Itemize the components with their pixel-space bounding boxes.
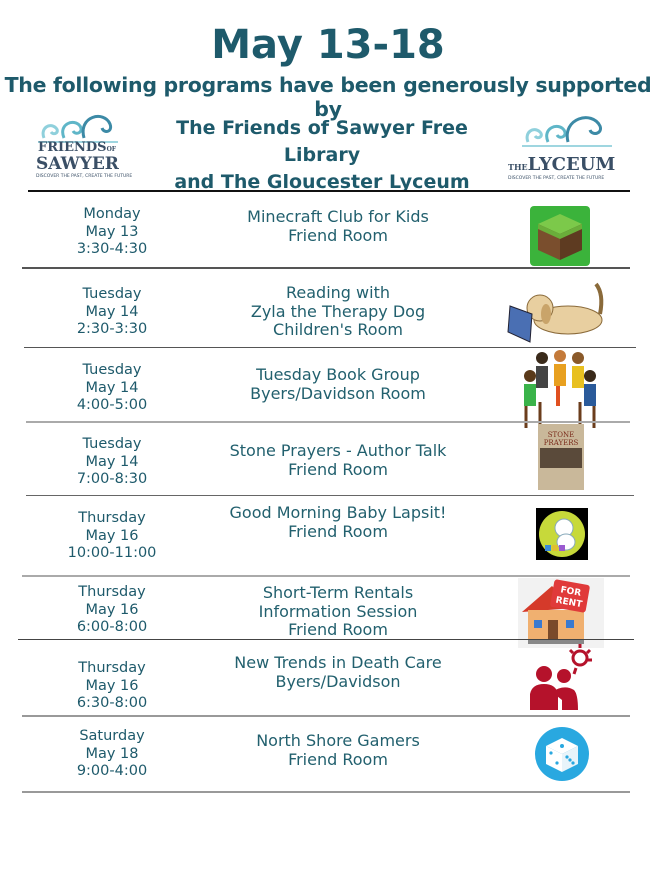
- event-datetime: [52, 584, 172, 637]
- event-line: Friend Room: [288, 620, 388, 639]
- event-details: [190, 732, 486, 769]
- event-title: North Shore Gamers: [256, 731, 420, 750]
- lyceum-logo-tagline: DISCOVER THE PAST, CREATE THE FUTURE: [508, 176, 605, 181]
- event-day: Saturday: [79, 728, 145, 744]
- baby-icon: [536, 508, 588, 564]
- event-time: 7:00-8:30: [76, 471, 148, 487]
- event-details: [190, 208, 486, 245]
- event-line: Byers/Davidson: [275, 671, 401, 691]
- friends-logo-tagline: DISCOVER THE PAST, CREATE THE FUTURE: [36, 174, 133, 179]
- event-date: May 16: [85, 677, 139, 694]
- event-date: May 14: [85, 379, 139, 396]
- event-datetime: [52, 660, 172, 713]
- event-time: 2:30-3:30: [76, 321, 148, 337]
- event-title: Stone Prayers - Author Talk: [229, 441, 447, 460]
- dice-icon: [534, 726, 590, 786]
- event-day: Tuesday: [82, 286, 142, 302]
- event-details: [190, 654, 486, 691]
- svg-text:FOR: FOR: [559, 585, 582, 599]
- event-line: Friend Room: [288, 749, 388, 769]
- event-line: Friend Room: [288, 459, 388, 479]
- event-title: New Trends in Death Care: [234, 653, 442, 672]
- event-line: Byers/Davidson Room: [250, 383, 426, 403]
- event-day: Monday: [83, 206, 141, 222]
- event-details: [190, 504, 486, 541]
- event-line: Friend Room: [288, 225, 388, 245]
- event-row: [0, 268, 656, 348]
- event-row: [0, 640, 656, 716]
- sponsor-line-2: and The Gloucester Lyceum: [174, 171, 470, 193]
- event-date: May 14: [85, 303, 139, 320]
- event-time: 3:30-4:30: [76, 241, 148, 257]
- event-datetime: [52, 436, 172, 489]
- subtitle: The following programs have been generously supported by: [4, 73, 652, 121]
- lyceum-logo: [506, 104, 626, 184]
- event-time: 6:30-8:00: [76, 695, 148, 711]
- wave-icon: [522, 104, 622, 150]
- event-title: Short-Term Rentals: [262, 583, 414, 602]
- friends-logo-of: OF: [106, 146, 117, 153]
- lyceum-logo-name: LYCEUM: [527, 154, 616, 175]
- event-row: [0, 496, 656, 576]
- event-time: 4:00-5:00: [76, 397, 148, 413]
- event-day: Thursday: [78, 660, 146, 676]
- event-title: Reading with: [286, 283, 390, 302]
- event-title: Tuesday Book Group: [256, 365, 420, 384]
- event-datetime: [52, 510, 172, 563]
- friends-of-sawyer-logo: [34, 104, 133, 180]
- event-time: 10:00-11:00: [67, 545, 157, 561]
- event-date: May 16: [85, 527, 139, 544]
- event-row: [0, 348, 656, 422]
- event-details: [190, 442, 486, 479]
- friends-logo-line1: FRIENDS: [38, 140, 107, 155]
- book-cover-icon: [538, 424, 584, 494]
- event-day: Tuesday: [82, 436, 142, 452]
- event-date: May 14: [85, 453, 139, 470]
- event-line: Information Session: [258, 601, 418, 621]
- event-datetime: [52, 362, 172, 415]
- svg-text:PRAYERS: PRAYERS: [543, 439, 579, 447]
- event-day: Tuesday: [82, 362, 142, 378]
- event-details: [190, 284, 486, 340]
- event-day: Thursday: [78, 584, 146, 600]
- svg-text:RENT: RENT: [554, 595, 583, 611]
- event-line: Children's Room: [273, 320, 403, 339]
- event-time: 9:00-4:00: [76, 763, 148, 779]
- event-title: Good Morning Baby Lapsit!: [229, 503, 447, 522]
- event-date: May 18: [85, 745, 139, 762]
- event-date: May 13: [85, 223, 139, 240]
- event-line: Friend Room: [288, 521, 388, 541]
- event-day: Thursday: [78, 510, 146, 526]
- event-line: Zyla the Therapy Dog: [250, 301, 426, 321]
- event-details: [190, 584, 486, 640]
- minecraft-block-icon: [530, 206, 590, 270]
- page-title: May 13-18: [211, 22, 445, 68]
- event-time: 6:00-8:00: [76, 619, 148, 635]
- event-row: [0, 422, 656, 496]
- row-divider: [22, 791, 630, 793]
- event-date: May 16: [85, 601, 139, 618]
- friends-logo-line2: SAWYER: [36, 154, 119, 174]
- event-row: [0, 716, 656, 792]
- sponsors: [140, 115, 504, 196]
- reading-dog-icon: [506, 280, 610, 352]
- event-row: [0, 576, 656, 640]
- event-datetime: [52, 206, 172, 259]
- event-details: [190, 366, 486, 403]
- event-datetime: [52, 728, 172, 781]
- people-embrace-icon: [528, 644, 594, 714]
- event-datetime: [52, 286, 172, 339]
- book-title: STONE: [547, 431, 575, 439]
- event-title: Minecraft Club for Kids: [247, 207, 429, 226]
- sponsor-line-1: The Friends of Sawyer Free Library: [176, 117, 468, 166]
- lyceum-logo-the: THE: [508, 162, 528, 172]
- event-row: [0, 192, 656, 268]
